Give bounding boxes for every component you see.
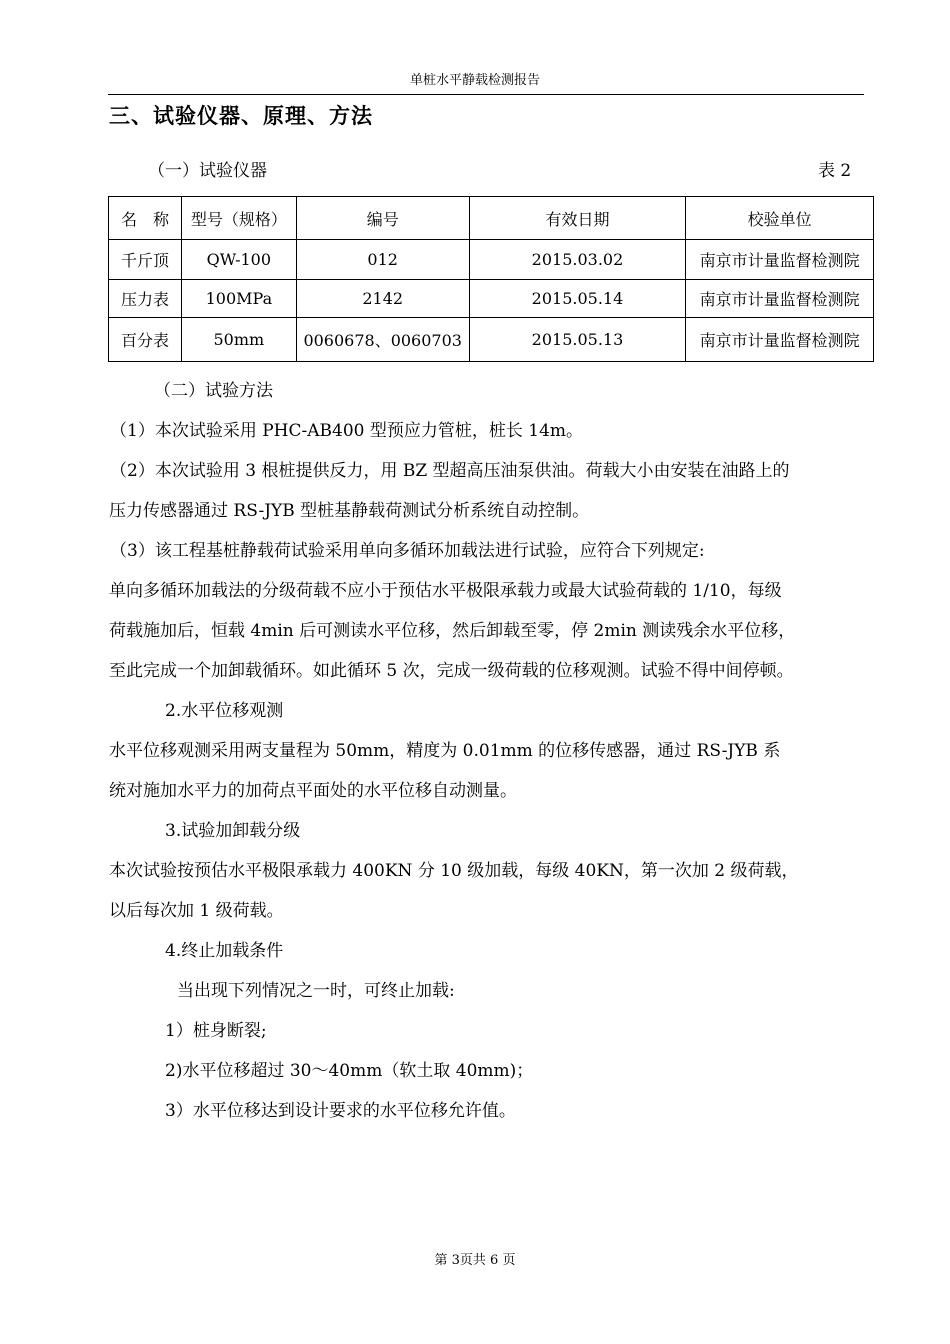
- table-cell: 2015.05.14: [469, 280, 686, 318]
- method-paragraph-3: （3）该工程基桩静载荷试验采用单向多循环加载法进行试验，应符合下列规定:: [110, 541, 705, 561]
- displacement-line-2: 统对施加水平力的加荷点平面处的水平位移自动测量。: [109, 781, 517, 801]
- running-header: 单桩水平静载检测报告: [409, 73, 540, 88]
- column-header: 名 称: [109, 197, 182, 240]
- table-label: 表 2: [818, 161, 852, 181]
- table-header-row: [109, 197, 874, 240]
- table-row: [109, 280, 874, 318]
- column-header: 型号（规格）: [181, 197, 296, 240]
- header-rule: [108, 94, 864, 95]
- method-paragraph-4-line-2: 荷载施加后，恒载 4min 后可测读水平位移，然后卸载至零，停 2min 测读残余水平位移，: [109, 621, 796, 641]
- table-cell: 50mm: [181, 318, 296, 362]
- table-row: [109, 318, 874, 362]
- table-cell: 2015.03.02: [469, 240, 686, 280]
- table-row: [109, 240, 874, 280]
- table-cell: 2015.05.13: [469, 318, 686, 362]
- table-cell: 百分表: [109, 318, 182, 362]
- column-header: 有效日期: [469, 197, 686, 240]
- method-paragraph-2-line-1: （2）本次试验用 3 根桩提供反力，用 BZ 型超高压油泵供油。荷载大小由安装在油路上的: [110, 461, 790, 481]
- displacement-heading: 2.水平位移观测: [165, 701, 284, 721]
- termination-item: 2)水平位移超过 30～40mm（软土取 40mm)；: [165, 1061, 534, 1081]
- method-paragraph-1: （1）本次试验采用 PHC-AB400 型预应力管桩，桩长 14m。: [110, 421, 584, 441]
- termination-heading: 4.终止加载条件: [165, 941, 284, 961]
- table-cell: 2142: [296, 280, 469, 318]
- termination-item: 3）水平位移达到设计要求的水平位移允许值。: [165, 1101, 516, 1121]
- loading-heading: 3.试验加卸载分级: [165, 821, 301, 841]
- table-cell: QW-100: [181, 240, 296, 280]
- table-cell: 压力表: [109, 280, 182, 318]
- loading-line-1: 本次试验按预估水平极限承载力 400KN 分 10 级加载，每级 40KN，第一次加 2 级荷载，: [109, 861, 799, 881]
- table-cell: 千斤顶: [109, 240, 182, 280]
- termination-item: 1）桩身断裂;: [165, 1021, 267, 1041]
- loading-line-2: 以后每次加 1 级荷载。: [109, 901, 284, 921]
- method-paragraph-4-line-3: 至此完成一个加卸载循环。如此循环 5 次，完成一级荷载的位移观测。试验不得中间停顿。: [109, 661, 794, 681]
- instruments-subtitle: （一）试验仪器: [148, 161, 267, 181]
- displacement-line-1: 水平位移观测采用两支量程为 50mm，精度为 0.01mm 的位移传感器，通过 RS-JYB 系: [109, 741, 781, 761]
- termination-intro: 当出现下列情况之一时，可终止加载:: [177, 981, 455, 1001]
- method-paragraph-2-line-2: 压力传感器通过 RS-JYB 型桩基静载荷测试分析系统自动控制。: [109, 501, 590, 521]
- column-header: 编号: [296, 197, 469, 240]
- table-cell: 南京市计量监督检测院: [686, 280, 874, 318]
- page-footer: 第 3页共 6 页: [434, 1253, 516, 1268]
- table-cell: 南京市计量监督检测院: [686, 318, 874, 362]
- instruments-table: [108, 196, 874, 362]
- table-cell: 0060678、0060703: [296, 318, 469, 362]
- table-cell: 012: [296, 240, 469, 280]
- method-subtitle: （二）试验方法: [154, 381, 273, 401]
- column-header: 校验单位: [686, 197, 874, 240]
- table-cell: 100MPa: [181, 280, 296, 318]
- table-cell: 南京市计量监督检测院: [686, 240, 874, 280]
- section-title: 三、试验仪器、原理、方法: [109, 103, 373, 128]
- method-paragraph-4-line-1: 单向多循环加载法的分级荷载不应小于预估水平极限承载力或最大试验荷载的 1/10，每级: [109, 581, 782, 601]
